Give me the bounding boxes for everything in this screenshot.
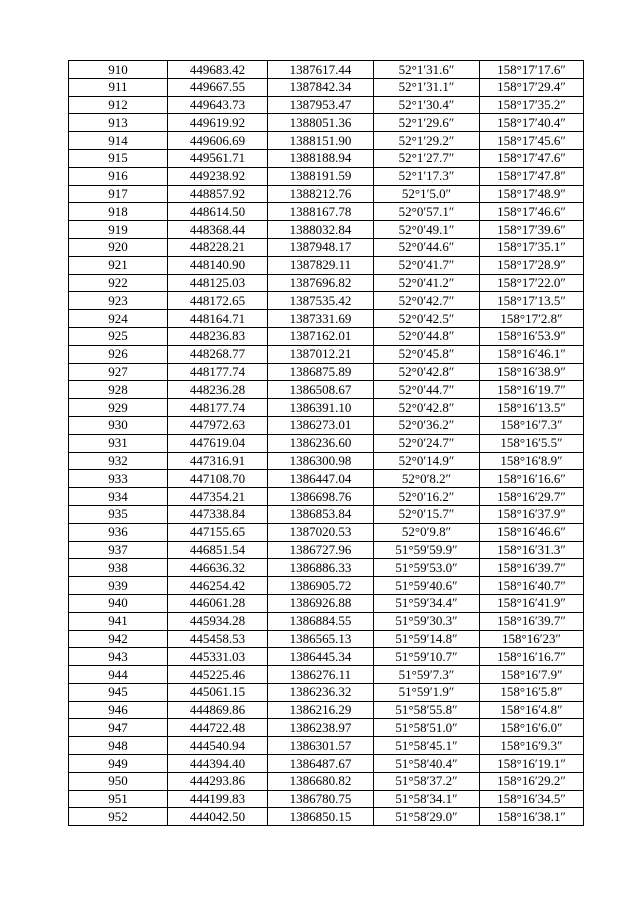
latitude-cell: 52°0′24.7″ — [374, 434, 480, 452]
table-row — [69, 470, 584, 488]
y-coordinate-cell: 1386508.67 — [268, 381, 374, 399]
longitude-cell: 158°16′38.9″ — [480, 363, 584, 381]
longitude-cell: 158°16′29.7″ — [480, 488, 584, 506]
longitude-cell: 158°17′13.5″ — [480, 292, 584, 310]
longitude-cell: 158°17′47.8″ — [480, 167, 584, 185]
point-number-cell: 930 — [69, 416, 168, 434]
longitude-cell: 158°16′4.8″ — [480, 701, 584, 719]
point-number-cell: 942 — [69, 630, 168, 648]
point-number-cell: 945 — [69, 683, 168, 701]
table-row — [69, 256, 584, 274]
longitude-cell: 158°16′5.5″ — [480, 434, 584, 452]
longitude-cell: 158°17′2.8″ — [480, 310, 584, 328]
x-coordinate-cell: 448614.50 — [168, 203, 268, 221]
point-number-cell: 925 — [69, 327, 168, 345]
x-coordinate-cell: 445934.28 — [168, 612, 268, 630]
point-number-cell: 915 — [69, 149, 168, 167]
y-coordinate-cell: 1386216.29 — [268, 701, 374, 719]
y-coordinate-cell: 1386391.10 — [268, 399, 374, 417]
point-number-cell: 940 — [69, 594, 168, 612]
y-coordinate-cell: 1387617.44 — [268, 61, 374, 79]
point-number-cell: 936 — [69, 523, 168, 541]
x-coordinate-cell: 447972.63 — [168, 416, 268, 434]
x-coordinate-cell: 445458.53 — [168, 630, 268, 648]
latitude-cell: 51°59′1.9″ — [374, 683, 480, 701]
longitude-cell: 158°16′6.0″ — [480, 719, 584, 737]
x-coordinate-cell: 446636.32 — [168, 559, 268, 577]
latitude-cell: 52°0′44.8″ — [374, 327, 480, 345]
table-row — [69, 452, 584, 470]
longitude-cell: 158°17′28.9″ — [480, 256, 584, 274]
latitude-cell: 52°0′42.5″ — [374, 310, 480, 328]
point-number-cell: 941 — [69, 612, 168, 630]
x-coordinate-cell: 449683.42 — [168, 61, 268, 79]
point-number-cell: 922 — [69, 274, 168, 292]
point-number-cell: 911 — [69, 78, 168, 96]
latitude-cell: 52°0′45.8″ — [374, 345, 480, 363]
y-coordinate-cell: 1386447.04 — [268, 470, 374, 488]
table-row — [69, 327, 584, 345]
latitude-cell: 51°58′37.2″ — [374, 772, 480, 790]
latitude-cell: 52°0′44.6″ — [374, 238, 480, 256]
latitude-cell: 52°0′42.8″ — [374, 399, 480, 417]
longitude-cell: 158°16′39.7″ — [480, 612, 584, 630]
table-row — [69, 363, 584, 381]
longitude-cell: 158°16′38.1″ — [480, 808, 584, 826]
x-coordinate-cell: 448125.03 — [168, 274, 268, 292]
latitude-cell: 52°0′16.2″ — [374, 488, 480, 506]
point-number-cell: 912 — [69, 96, 168, 114]
point-number-cell: 918 — [69, 203, 168, 221]
point-number-cell: 921 — [69, 256, 168, 274]
table-row — [69, 61, 584, 79]
latitude-cell: 52°1′30.4″ — [374, 96, 480, 114]
latitude-cell: 52°1′27.7″ — [374, 149, 480, 167]
latitude-cell: 51°59′7.3″ — [374, 666, 480, 684]
y-coordinate-cell: 1387948.17 — [268, 238, 374, 256]
point-number-cell: 951 — [69, 790, 168, 808]
x-coordinate-cell: 447316.91 — [168, 452, 268, 470]
longitude-cell: 158°17′39.6″ — [480, 221, 584, 239]
table-row — [69, 541, 584, 559]
point-number-cell: 914 — [69, 132, 168, 150]
point-number-cell: 934 — [69, 488, 168, 506]
longitude-cell: 158°17′46.6″ — [480, 203, 584, 221]
longitude-cell: 158°16′7.9″ — [480, 666, 584, 684]
table-row — [69, 683, 584, 701]
latitude-cell: 52°1′5.0″ — [374, 185, 480, 203]
y-coordinate-cell: 1388032.84 — [268, 221, 374, 239]
y-coordinate-cell: 1386236.60 — [268, 434, 374, 452]
y-coordinate-cell: 1386698.76 — [268, 488, 374, 506]
table-row — [69, 292, 584, 310]
coordinates-table-body — [69, 61, 584, 826]
x-coordinate-cell: 449561.71 — [168, 149, 268, 167]
latitude-cell: 52°0′15.7″ — [374, 505, 480, 523]
x-coordinate-cell: 447338.84 — [168, 505, 268, 523]
longitude-cell: 158°17′45.6″ — [480, 132, 584, 150]
x-coordinate-cell: 444394.40 — [168, 755, 268, 773]
y-coordinate-cell: 1387535.42 — [268, 292, 374, 310]
y-coordinate-cell: 1386487.67 — [268, 755, 374, 773]
latitude-cell: 51°59′30.3″ — [374, 612, 480, 630]
longitude-cell: 158°16′53.9″ — [480, 327, 584, 345]
longitude-cell: 158°16′19.7″ — [480, 381, 584, 399]
y-coordinate-cell: 1388167.78 — [268, 203, 374, 221]
y-coordinate-cell: 1388191.59 — [268, 167, 374, 185]
y-coordinate-cell: 1386886.33 — [268, 559, 374, 577]
y-coordinate-cell: 1386300.98 — [268, 452, 374, 470]
latitude-cell: 52°1′17.3″ — [374, 167, 480, 185]
table-row — [69, 505, 584, 523]
point-number-cell: 926 — [69, 345, 168, 363]
longitude-cell: 158°16′5.8″ — [480, 683, 584, 701]
longitude-cell: 158°16′46.6″ — [480, 523, 584, 541]
x-coordinate-cell: 444042.50 — [168, 808, 268, 826]
point-number-cell: 935 — [69, 505, 168, 523]
y-coordinate-cell: 1386680.82 — [268, 772, 374, 790]
latitude-cell: 51°58′45.1″ — [374, 737, 480, 755]
longitude-cell: 158°17′29.4″ — [480, 78, 584, 96]
point-number-cell: 933 — [69, 470, 168, 488]
table-row — [69, 630, 584, 648]
table-row — [69, 790, 584, 808]
x-coordinate-cell: 444540.94 — [168, 737, 268, 755]
latitude-cell: 52°1′31.6″ — [374, 61, 480, 79]
table-row — [69, 96, 584, 114]
y-coordinate-cell: 1386884.55 — [268, 612, 374, 630]
x-coordinate-cell: 446254.42 — [168, 577, 268, 595]
x-coordinate-cell: 445331.03 — [168, 648, 268, 666]
y-coordinate-cell: 1387331.69 — [268, 310, 374, 328]
table-row — [69, 612, 584, 630]
point-number-cell: 947 — [69, 719, 168, 737]
y-coordinate-cell: 1386236.32 — [268, 683, 374, 701]
latitude-cell: 52°0′42.7″ — [374, 292, 480, 310]
table-row — [69, 666, 584, 684]
point-number-cell: 929 — [69, 399, 168, 417]
y-coordinate-cell: 1387842.34 — [268, 78, 374, 96]
latitude-cell: 51°58′40.4″ — [374, 755, 480, 773]
longitude-cell: 158°16′34.5″ — [480, 790, 584, 808]
table-row — [69, 345, 584, 363]
longitude-cell: 158°17′22.0″ — [480, 274, 584, 292]
x-coordinate-cell: 449619.92 — [168, 114, 268, 132]
table-row — [69, 274, 584, 292]
x-coordinate-cell: 449667.55 — [168, 78, 268, 96]
table-row — [69, 114, 584, 132]
x-coordinate-cell: 447354.21 — [168, 488, 268, 506]
latitude-cell: 51°59′34.4″ — [374, 594, 480, 612]
y-coordinate-cell: 1386853.84 — [268, 505, 374, 523]
table-row — [69, 434, 584, 452]
latitude-cell: 52°1′29.6″ — [374, 114, 480, 132]
point-number-cell: 949 — [69, 755, 168, 773]
x-coordinate-cell: 448236.28 — [168, 381, 268, 399]
table-row — [69, 238, 584, 256]
x-coordinate-cell: 449606.69 — [168, 132, 268, 150]
x-coordinate-cell: 447108.70 — [168, 470, 268, 488]
table-row — [69, 808, 584, 826]
x-coordinate-cell: 446851.54 — [168, 541, 268, 559]
y-coordinate-cell: 1388212.76 — [268, 185, 374, 203]
point-number-cell: 919 — [69, 221, 168, 239]
table-row — [69, 772, 584, 790]
point-number-cell: 920 — [69, 238, 168, 256]
latitude-cell: 52°0′44.7″ — [374, 381, 480, 399]
table-row — [69, 594, 584, 612]
coordinates-table — [68, 60, 584, 826]
latitude-cell: 51°59′14.8″ — [374, 630, 480, 648]
y-coordinate-cell: 1387020.53 — [268, 523, 374, 541]
y-coordinate-cell: 1386905.72 — [268, 577, 374, 595]
point-number-cell: 927 — [69, 363, 168, 381]
table-row — [69, 488, 584, 506]
x-coordinate-cell: 448164.71 — [168, 310, 268, 328]
table-row — [69, 648, 584, 666]
longitude-cell: 158°16′40.7″ — [480, 577, 584, 595]
point-number-cell: 950 — [69, 772, 168, 790]
latitude-cell: 51°58′51.0″ — [374, 719, 480, 737]
x-coordinate-cell: 447155.65 — [168, 523, 268, 541]
longitude-cell: 158°16′19.1″ — [480, 755, 584, 773]
table-row — [69, 719, 584, 737]
y-coordinate-cell: 1386301.57 — [268, 737, 374, 755]
x-coordinate-cell: 444199.83 — [168, 790, 268, 808]
y-coordinate-cell: 1386727.96 — [268, 541, 374, 559]
point-number-cell: 943 — [69, 648, 168, 666]
latitude-cell: 52°0′42.8″ — [374, 363, 480, 381]
table-row — [69, 577, 584, 595]
latitude-cell: 51°59′53.0″ — [374, 559, 480, 577]
table-row — [69, 149, 584, 167]
longitude-cell: 158°16′46.1″ — [480, 345, 584, 363]
longitude-cell: 158°16′8.9″ — [480, 452, 584, 470]
table-row — [69, 737, 584, 755]
point-number-cell: 948 — [69, 737, 168, 755]
latitude-cell: 52°0′41.2″ — [374, 274, 480, 292]
longitude-cell: 158°17′40.4″ — [480, 114, 584, 132]
longitude-cell: 158°17′35.1″ — [480, 238, 584, 256]
y-coordinate-cell: 1386565.13 — [268, 630, 374, 648]
longitude-cell: 158°17′47.6″ — [480, 149, 584, 167]
table-row — [69, 78, 584, 96]
longitude-cell: 158°16′16.6″ — [480, 470, 584, 488]
x-coordinate-cell: 448172.65 — [168, 292, 268, 310]
latitude-cell: 51°59′59.9″ — [374, 541, 480, 559]
latitude-cell: 52°0′57.1″ — [374, 203, 480, 221]
latitude-cell: 51°58′29.0″ — [374, 808, 480, 826]
latitude-cell: 51°58′55.8″ — [374, 701, 480, 719]
y-coordinate-cell: 1386445.34 — [268, 648, 374, 666]
y-coordinate-cell: 1388188.94 — [268, 149, 374, 167]
point-number-cell: 923 — [69, 292, 168, 310]
latitude-cell: 51°58′34.1″ — [374, 790, 480, 808]
point-number-cell: 928 — [69, 381, 168, 399]
longitude-cell: 158°16′41.9″ — [480, 594, 584, 612]
y-coordinate-cell: 1386780.75 — [268, 790, 374, 808]
x-coordinate-cell: 448857.92 — [168, 185, 268, 203]
table-row — [69, 523, 584, 541]
table-row — [69, 167, 584, 185]
table-row — [69, 701, 584, 719]
x-coordinate-cell: 444722.48 — [168, 719, 268, 737]
table-row — [69, 310, 584, 328]
longitude-cell: 158°16′16.7″ — [480, 648, 584, 666]
longitude-cell: 158°17′17.6″ — [480, 61, 584, 79]
point-number-cell: 931 — [69, 434, 168, 452]
point-number-cell: 910 — [69, 61, 168, 79]
x-coordinate-cell: 445225.46 — [168, 666, 268, 684]
table-row — [69, 185, 584, 203]
longitude-cell: 158°16′13.5″ — [480, 399, 584, 417]
y-coordinate-cell: 1387162.01 — [268, 327, 374, 345]
latitude-cell: 52°0′41.7″ — [374, 256, 480, 274]
latitude-cell: 51°59′40.6″ — [374, 577, 480, 595]
longitude-cell: 158°17′48.9″ — [480, 185, 584, 203]
longitude-cell: 158°16′9.3″ — [480, 737, 584, 755]
latitude-cell: 52°1′29.2″ — [374, 132, 480, 150]
longitude-cell: 158°16′31.3″ — [480, 541, 584, 559]
latitude-cell: 52°0′49.1″ — [374, 221, 480, 239]
point-number-cell: 917 — [69, 185, 168, 203]
latitude-cell: 52°1′31.1″ — [374, 78, 480, 96]
y-coordinate-cell: 1387696.82 — [268, 274, 374, 292]
y-coordinate-cell: 1387829.11 — [268, 256, 374, 274]
latitude-cell: 51°59′10.7″ — [374, 648, 480, 666]
y-coordinate-cell: 1388051.36 — [268, 114, 374, 132]
latitude-cell: 52°0′36.2″ — [374, 416, 480, 434]
x-coordinate-cell: 448177.74 — [168, 399, 268, 417]
latitude-cell: 52°0′14.9″ — [374, 452, 480, 470]
table-row — [69, 399, 584, 417]
table-row — [69, 559, 584, 577]
longitude-cell: 158°16′37.9″ — [480, 505, 584, 523]
point-number-cell: 944 — [69, 666, 168, 684]
y-coordinate-cell: 1386238.97 — [268, 719, 374, 737]
point-number-cell: 952 — [69, 808, 168, 826]
x-coordinate-cell: 444869.86 — [168, 701, 268, 719]
y-coordinate-cell: 1386276.11 — [268, 666, 374, 684]
table-row — [69, 132, 584, 150]
table-row — [69, 203, 584, 221]
x-coordinate-cell: 449643.73 — [168, 96, 268, 114]
x-coordinate-cell: 448268.77 — [168, 345, 268, 363]
x-coordinate-cell: 445061.15 — [168, 683, 268, 701]
y-coordinate-cell: 1387012.21 — [268, 345, 374, 363]
point-number-cell: 937 — [69, 541, 168, 559]
table-row — [69, 416, 584, 434]
longitude-cell: 158°16′7.3″ — [480, 416, 584, 434]
point-number-cell: 939 — [69, 577, 168, 595]
y-coordinate-cell: 1386926.88 — [268, 594, 374, 612]
x-coordinate-cell: 448368.44 — [168, 221, 268, 239]
x-coordinate-cell: 448228.21 — [168, 238, 268, 256]
longitude-cell: 158°16′23″ — [480, 630, 584, 648]
y-coordinate-cell: 1386273.01 — [268, 416, 374, 434]
latitude-cell: 52°0′8.2″ — [374, 470, 480, 488]
longitude-cell: 158°16′29.2″ — [480, 772, 584, 790]
x-coordinate-cell: 449238.92 — [168, 167, 268, 185]
x-coordinate-cell: 448177.74 — [168, 363, 268, 381]
x-coordinate-cell: 448236.83 — [168, 327, 268, 345]
y-coordinate-cell: 1386850.15 — [268, 808, 374, 826]
y-coordinate-cell: 1388151.90 — [268, 132, 374, 150]
point-number-cell: 924 — [69, 310, 168, 328]
point-number-cell: 916 — [69, 167, 168, 185]
latitude-cell: 52°0′9.8″ — [374, 523, 480, 541]
x-coordinate-cell: 446061.28 — [168, 594, 268, 612]
table-row — [69, 221, 584, 239]
x-coordinate-cell: 444293.86 — [168, 772, 268, 790]
x-coordinate-cell: 448140.90 — [168, 256, 268, 274]
point-number-cell: 932 — [69, 452, 168, 470]
x-coordinate-cell: 447619.04 — [168, 434, 268, 452]
point-number-cell: 938 — [69, 559, 168, 577]
point-number-cell: 913 — [69, 114, 168, 132]
y-coordinate-cell: 1387953.47 — [268, 96, 374, 114]
table-row — [69, 381, 584, 399]
table-row — [69, 755, 584, 773]
longitude-cell: 158°16′39.7″ — [480, 559, 584, 577]
point-number-cell: 946 — [69, 701, 168, 719]
longitude-cell: 158°17′35.2″ — [480, 96, 584, 114]
y-coordinate-cell: 1386875.89 — [268, 363, 374, 381]
